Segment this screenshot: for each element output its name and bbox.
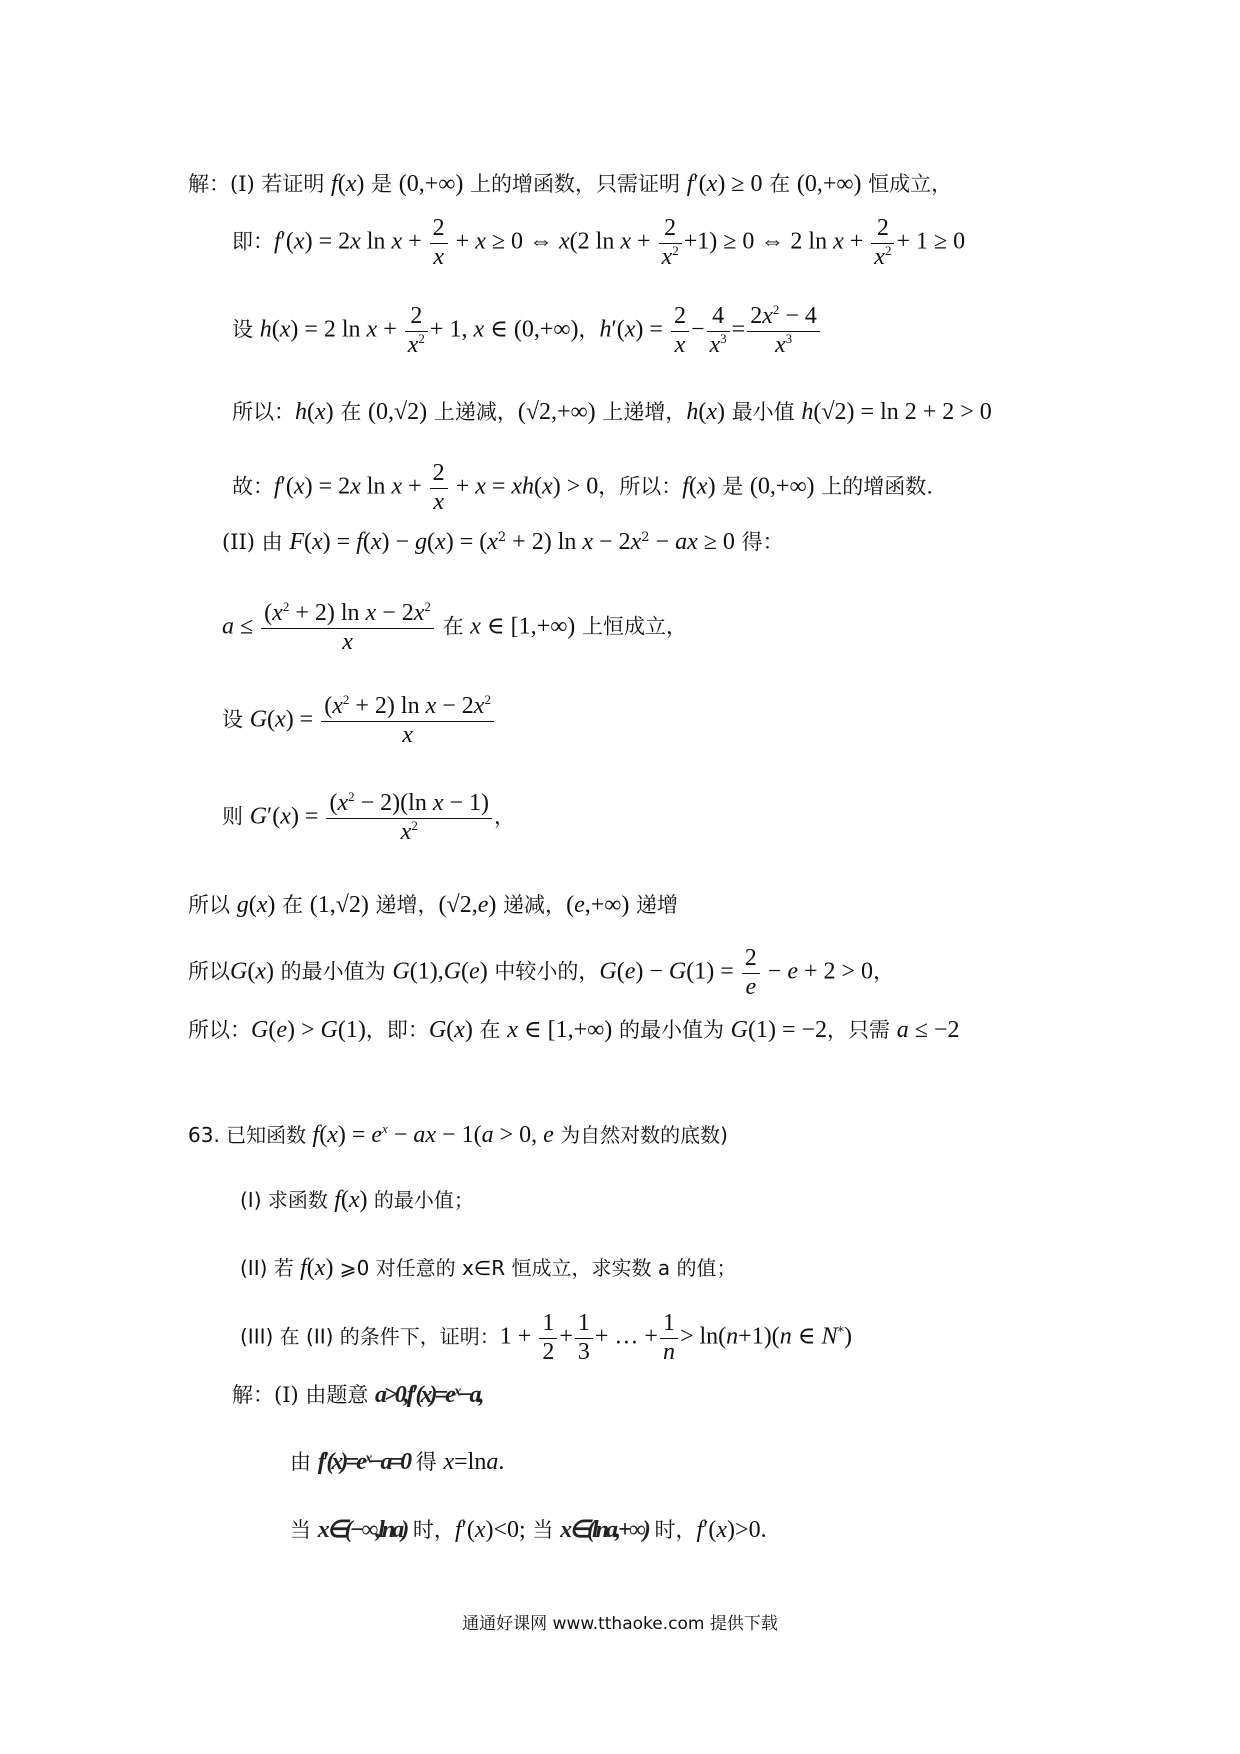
problem-63-part-3: (III) 在 (II) 的条件下，证明：1 + $\frac{1}{2}$ + $\frac{1}{3}$ + … + $\frac{1}{n}$ > ln(n+1)(n ∈ N*) — [240, 1310, 852, 1365]
problem-63-part-2: (II) 若 f(x) ⩾0 对任意的 x∈R 恒成立，求实数 a 的值； — [240, 1255, 737, 1281]
solution-line-2: 即：f′(x) = 2x ln x + $\frac{2}{x}$ + x ≥ 0 ⇔ x(2 ln x + $\frac{2}{x^2}$ +1) ≥ 0 ⇔ 2 ln x + $\frac{2}{x^2}$ + 1 ≥ 0 — [232, 215, 966, 270]
solution-line-9: 则 G′(x) = $\frac{(x^2 - 2)(\ln x - 1)}{x^2}$ ， — [222, 789, 515, 845]
solution-line-4: 所以：h(x) 在 (0,√2) 上递减，(√2,+∞) 上递增，h(x) 最小值 h(√2) = ln 2 + 2 > 0 — [232, 399, 992, 425]
solution-line-12: 所以：G(e) > G(1)，即：G(x) 在 x ∈ [1,+∞) 的最小值为 G(1) = −2，只需 a ≤ −2 — [188, 1017, 960, 1043]
solution-line-7: a ≤ $\frac{(x^2 + 2) \ln x - 2x^2}{x}$ 在 x ∈ [1,+∞) 上恒成立， — [222, 599, 687, 655]
page-footer: 通通好课网 www.tthaoke.com 提供下载 — [462, 1614, 778, 1634]
answer-line-2: 由 f′(x)=eˣ−a=0 得 x=lna. — [290, 1449, 505, 1475]
problem-63-statement: 63. 已知函数 $f(x) = e^x$ − ax − 1(a > 0, e 为自然对数的底数) — [188, 1121, 728, 1148]
solution-line-3: 设 h(x) = 2 ln x + $\frac{2}{x^2}$ + 1, x ∈ (0,+∞)，h′(x) = $\frac{2}{x}$ − $\frac{4}{x^3}$ = $\frac{2x^2 - 4}{x^3}$ — [232, 303, 822, 359]
solution-line-10: 所以 g(x) 在 (1,√2) 递增，(√2,e) 递减，(e,+∞) 递增 — [188, 892, 679, 918]
solution-line-6: (II) 由 $F(x) = f(x) - g(x) = (x^2 + 2)$ $\ln x - 2x^2$ − ax ≥ 0 得： — [222, 529, 784, 555]
answer-line-3: 当 x∈(−∞,lna) 时，f′(x)<0; 当 x∈(lna,+∞) 时，f′(x)>0. — [290, 1517, 767, 1543]
solution-line-8: 设 G(x) = $\frac{(x^2 + 2) \ln x - 2x^2}{x}$ — [222, 693, 496, 749]
solution-line-5: 故：f′(x) = 2x ln x + $\frac{2}{x}$ + x = xh(x) > 0，所以：f(x) 是 (0,+∞) 上的增函数. — [232, 460, 933, 515]
solution-line-11: 所以G(x) 的最小值为 G(1),G(e) 中较小的，G(e) − G(1) = $\frac{2}{e}$ − e + 2 > 0， — [188, 945, 895, 1000]
solution-line-1: 解：(I) 若证明 f(x) 是 (0,+∞) 上的增函数，只需证明 f′(x) ≥ 0 在 (0,+∞) 恒成立， — [188, 171, 953, 197]
answer-line-1: 解：(I) 由题意 a>0,f′(x)=eˣ−a, — [232, 1382, 482, 1408]
problem-63-part-1: (I) 求函数 f(x) 的最小值； — [240, 1187, 474, 1213]
